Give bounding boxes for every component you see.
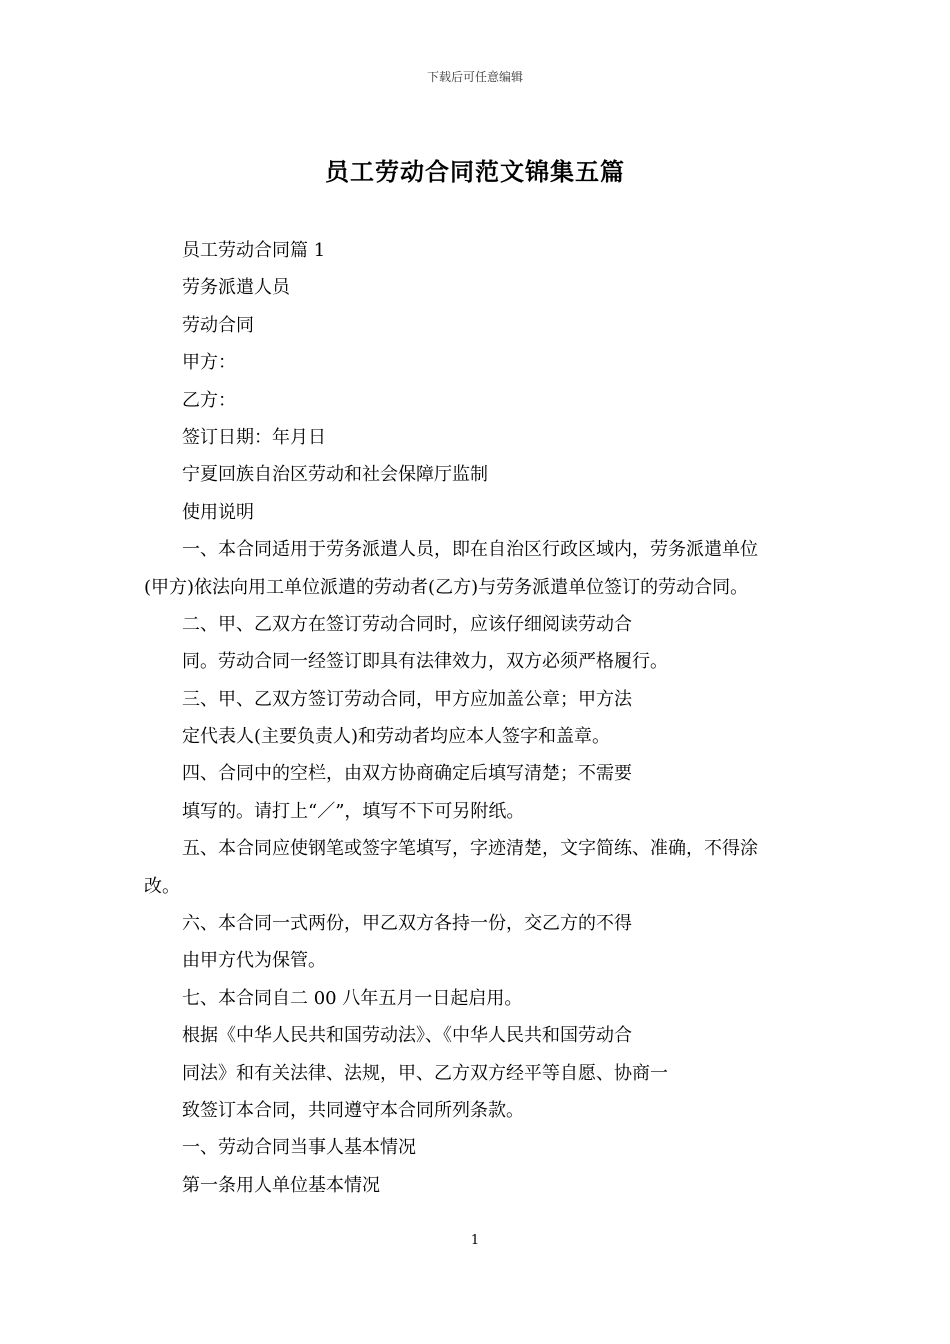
text-line: 致签订本合同，共同遵守本合同所列条款。 xyxy=(182,1099,524,1121)
page-number: 1 xyxy=(470,1233,480,1248)
text-line: 二、甲、乙双方在签订劳动合同时，应该仔细阅读劳动合 xyxy=(182,613,632,635)
text-line: 劳动合同 xyxy=(182,314,254,336)
text-line: 甲方： xyxy=(182,352,236,374)
text-line: 宁夏回族自治区劳动和社会保障厅监制 xyxy=(182,464,488,486)
text-line: 改。 xyxy=(144,875,180,897)
text-line: 乙方： xyxy=(182,389,236,411)
document-body xyxy=(144,232,824,1204)
text-line: 同。劳动合同一经签订即具有法律效力，双方必须严格履行。 xyxy=(182,651,668,673)
text-line: 一、本合同适用于劳务派遣人员，即在自治区行政区域内，劳务派遣单位 xyxy=(182,539,758,561)
text-line: 由甲方代为保管。 xyxy=(182,950,326,972)
text-line: 填写的。请打上“／”，填写不下可另附纸。 xyxy=(182,800,525,822)
text-line: 使用说明 xyxy=(182,501,254,523)
text-line: 五、本合同应使钢笔或签字笔填写，字迹清楚，文字简练、准确，不得涂 xyxy=(182,838,758,860)
text-line: 同法》和有关法律、法规，甲、乙方双方经平等自愿、协商一 xyxy=(182,1062,668,1084)
text-line: 四、合同中的空栏，由双方协商确定后填写清楚；不需要 xyxy=(182,763,632,785)
text-line: 第一条用人单位基本情况 xyxy=(182,1174,380,1196)
text-line: 三、甲、乙双方签订劳动合同，甲方应加盖公章；甲方法 xyxy=(182,688,632,710)
text-line: 定代表人(主要负责人)和劳动者均应本人签字和盖章。 xyxy=(182,726,611,748)
document-title: 员工劳动合同范文锦集五篇 xyxy=(325,157,625,186)
text-line: 一、劳动合同当事人基本情况 xyxy=(182,1137,416,1159)
text-line: 六、本合同一式两份，甲乙双方各持一份，交乙方的不得 xyxy=(182,913,632,935)
text-line: 签订日期：年月日 xyxy=(182,426,326,448)
text-line: 劳务派遣人员 xyxy=(182,277,290,299)
text-line: 根据《中华人民共和国劳动法》、《中华人民共和国劳动合 xyxy=(182,1025,632,1047)
header-note: 下载后可任意编辑 xyxy=(426,70,523,84)
text-line: 员工劳动合同篇 1 xyxy=(182,240,326,261)
text-line: (甲方)依法向用工单位派遣的劳动者(乙方)与劳务派遣单位签订的劳动合同。 xyxy=(144,576,749,598)
text-line: 七、本合同自二 00 八年五月一日起启用。 xyxy=(182,987,523,1009)
